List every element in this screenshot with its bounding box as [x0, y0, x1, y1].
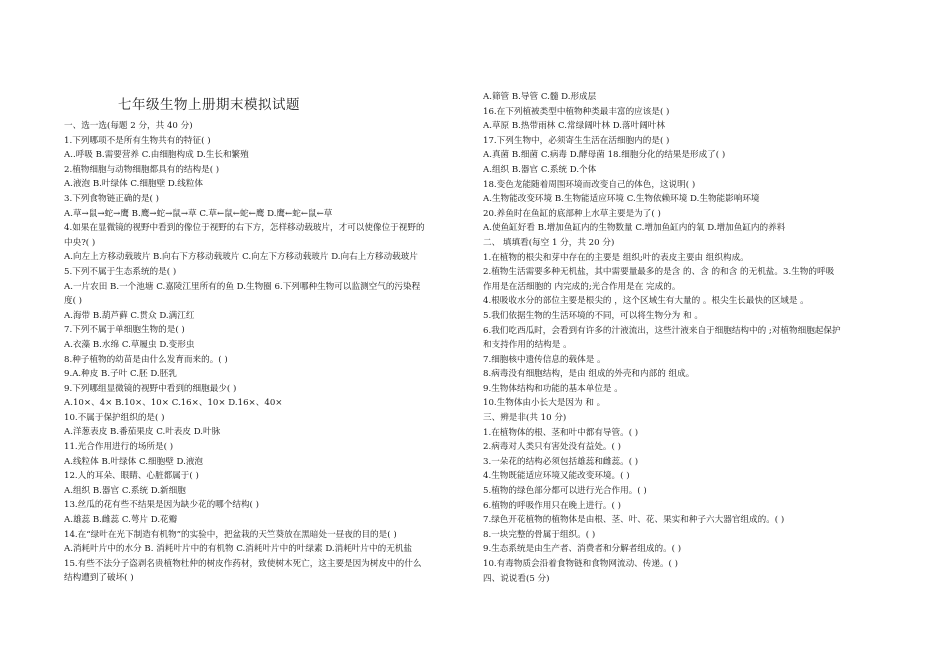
text-line: 和支持作用的结构是 。	[483, 340, 572, 351]
text-line: 4.生物既能适应环境又能改变环境。( )	[483, 471, 630, 482]
right-column	[483, 90, 888, 586]
text-line: A.一片农田 B.一个池塘 C.嘉陵江里所有的鱼 D.生物圈 6.下列哪种生物可以监测空气的污染程	[64, 281, 421, 292]
text-line: 7.细胞核中遗传信息的载体是 。	[483, 354, 606, 365]
text-line: A.液泡 B.叶绿体 C.细胞壁 D.线粒体	[64, 179, 204, 190]
text-line: A.组织 B.器官 C.系统 D.个体	[483, 164, 597, 175]
text-line: 9.下列哪组显微镜的视野中看到的细胞最少( )	[64, 383, 237, 394]
text-line: 13.丝瓜的花有些不结果是因为缺少花的哪个结构( )	[64, 500, 259, 511]
text-line: 17.下列生物中，必须寄生生活在活细胞内的是( )	[483, 135, 670, 146]
text-line: 一、选一选(每题 2 分，共 40 分)	[64, 121, 193, 131]
text-line: A.草原 B.热带雨林 C.常绿阔叶林 D.落叶阔叶林	[483, 121, 665, 132]
text-line: 15.有些不法分子盗剥名贵植物杜仲的树皮作药材，致使树木死亡，这主要是因为树皮中的什么	[64, 558, 422, 569]
text-line: A.真菌 B.细菌 C.病毒 D.酵母菌 18.细胞分化的结果是形成了( )	[483, 150, 726, 161]
text-line: A.洋葱表皮 B.番茄果皮 C.叶表皮 D.叶脉	[64, 427, 221, 438]
text-line: 7.绿色开花植物的植物体是由根、茎、叶、花、果实和种子六大器官组成的。( )	[483, 515, 785, 526]
text-line: 10.不属于保护组织的是( )	[64, 412, 165, 423]
text-line: A.雄蕊 B.雌蕊 C.萼片 D.花瓣	[64, 515, 178, 526]
text-line: A.线粒体 B.叶绿体 C.细胞壁 D.液泡	[64, 456, 204, 467]
text-line: 6.植物的呼吸作用只在晚上进行。( )	[483, 500, 621, 511]
text-line: 3.下列食物链正确的是( )	[64, 193, 159, 204]
text-line: A.筛管 B.导管 C.髓 D.形成层	[483, 92, 597, 102]
text-line: A.海带 B.葫芦藓 C.贯众 D.满江红	[64, 310, 195, 321]
text-line: 2.植物细胞与动物细胞都具有的结构是( )	[64, 164, 220, 175]
text-line: 5.我们依据生物的生活环境的不同，可以将生物分为 和 。	[483, 310, 703, 321]
text-line: 四、说说看(5 分)	[483, 573, 550, 584]
text-line: 3.一朵花的结构必须包括雄蕊和雌蕊。( )	[483, 456, 639, 467]
text-line: 2.植物生活需要多种无机盐，其中需要量最多的是含 的、含 的和含 的无机盐。3.生物的呼吸	[483, 267, 835, 278]
text-line: 20.养鱼时在鱼缸的底部种上水草主要是为了( )	[483, 208, 661, 219]
text-line: 度( )	[64, 296, 83, 307]
text-line: 7.下列不属于单细胞生物的是( )	[64, 325, 185, 336]
text-line: 14.在“绿叶在光下制造有机物”的实验中，把盆栽的天竺葵放在黑暗处一昼夜的目的是( )	[64, 529, 397, 540]
text-line: 16.在下列植被类型中植物种类最丰富的应该是( )	[483, 106, 670, 117]
text-line: 1.在植物体的根、茎和叶中都有导管。( )	[483, 427, 639, 438]
text-line: 中央?( )	[64, 237, 96, 248]
text-line: 二、 填填看(每空 1 分，共 20 分)	[483, 237, 615, 248]
text-line: 4.如果在显微镜的视野中看到的像位于视野的右下方，怎样移动载玻片，才可以使像位于视野的	[64, 223, 425, 234]
text-line: A.衣藻 B.水绵 C.草履虫 D.变形虫	[64, 339, 195, 350]
text-line: 4.根吸收水分的部位主要是根尖的 ，这个区域生有大量的 。根尖生长最快的区域是 。	[483, 296, 809, 307]
left-column	[64, 119, 469, 586]
text-line: 5.植物的绿色部分都可以进行光合作用。( )	[483, 486, 647, 497]
text-line: A.组织 B.器官 C.系统 D.新细胞	[64, 485, 186, 496]
text-line: 1.下列哪项不是所有生物共有的特征( )	[64, 135, 211, 146]
text-line: A.草→鼠→蛇→鹰 B.鹰→蛇→鼠→草 C.草←鼠←蛇←鹰 D.鹰←蛇←鼠←草	[64, 208, 333, 219]
text-line: 12.人的耳朵、眼睛、心脏都属于( )	[64, 471, 199, 482]
text-line: A.10×、4× B.10×、10× C.16×、10× D.16×、40×	[64, 398, 283, 409]
text-line: 9.生态系统是由生产者、消费者和分解者组成的。( )	[483, 544, 682, 555]
text-line: 18.变色龙能随着周围环境而改变自己的体色，这说明( )	[483, 179, 696, 190]
text-line: 11.光合作用进行的场所是( )	[64, 442, 174, 453]
text-line: 5.下列不属于生态系统的是( )	[64, 266, 177, 277]
text-line: 10.生物体由小长大是因为 和 。	[483, 398, 606, 409]
text-line: A.使鱼缸好看 B.增加鱼缸内的生物数量 C.增加鱼缸内的氧 D.增加鱼缸内的养料	[483, 223, 786, 234]
text-line: A..呼吸 B.需要营养 C.由细胞构成 D.生长和繁殖	[64, 150, 249, 161]
text-line: 结构遭到了破坏( )	[64, 573, 134, 584]
text-line: 8.种子植物的幼苗是由什么发育而来的。( )	[64, 354, 228, 365]
text-line: A.生物能改变环境 B.生物能适应环境 C.生物依赖环境 D.生物能影响环境	[483, 194, 760, 205]
text-line: 9.A.种皮 B.子叶 C.胚 D.胚乳	[64, 369, 177, 380]
text-line: 8.一块完整的骨属于组织。( )	[483, 529, 596, 540]
text-line: 6.我们吃西瓜时，会看到有许多的汁液流出，这些汁液来自于细胞结构中的 ;对植物细胞起保护	[483, 325, 841, 336]
text-line: 10.有毒物质会沿着食物链和食物网流动、传递。( )	[483, 559, 678, 569]
exam-title: 七年级生物上册期末模拟试题	[118, 97, 300, 113]
text-line: 1.在植物的根尖和芽中存在的主要是 组织;叶的表皮主要由 组织构成。	[483, 252, 749, 263]
text-line: 2.病毒对人类只有害处没有益处。( )	[483, 442, 621, 453]
text-line: 作用是在活细胞的 内完成的;光合作用是在 完成的。	[483, 281, 681, 292]
text-line: 8.病毒没有细胞结构，是由 组成的外壳和内部的 组成。	[483, 369, 695, 380]
text-line: 三、辨是非(共 10 分)	[483, 413, 567, 424]
text-line: A.向左上方移动载玻片 B.向右下方移动载玻片 C.向左下方移动载玻片 D.向右上方移动载玻片	[64, 252, 418, 263]
text-line: A.消耗叶片中的水分 B. 消耗叶片中的有机物 C.消耗叶片中的叶绿素 D.消耗叶片中的无机盐	[64, 544, 413, 555]
text-line: 9.生物体结构和功能的基本单位是 。	[483, 383, 623, 394]
